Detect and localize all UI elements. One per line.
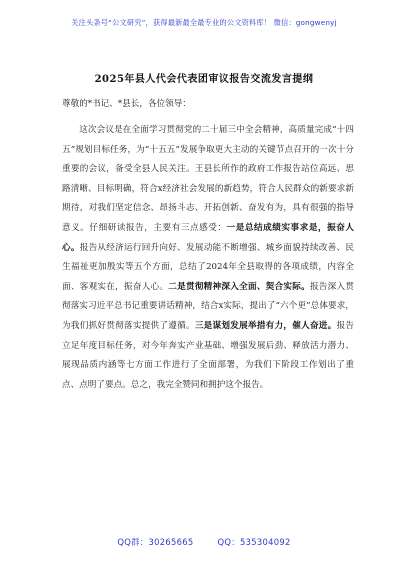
footer-contact bbox=[0, 536, 408, 548]
footer-qq-number: QQ：535304092 bbox=[217, 537, 291, 547]
body-paragraph bbox=[62, 121, 354, 395]
salutation: 尊敬的*书记、*县长，各位领导： bbox=[62, 99, 191, 109]
body-text-intro: 这次会议是在全面学习贯彻党的二十届三中全会精神，高质量完成“十四五”规划目标任务，为“十五五”发展争取更大主动的关键节点召开的一次十分重要的会议，备受全县人民关注。王县长所作的政府工作报告站位高远、思路清晰、目标明确，符合x经济社会发展的新趋势，符合人民群众的新要求新期待，对我们坚定信念、昂扬斗志、开拓创新、奋发有为，具有很强的指导意义。仔细研读报告，主要有三点感受： bbox=[62, 125, 354, 233]
body-text-conclusion: 报告立足年度目标任务，对今年奔实产业基础、增强发展后劲、释放活力潜力、展现品质内涵等七方面工作进行了全面部署，为我们下阶段工作划出了重点、点明了要点。总之，我完全赞同和拥护这个报告。 bbox=[62, 320, 354, 390]
footer-qq-group: QQ群：30265665 bbox=[117, 537, 194, 547]
body-text-implementation: 报告深入贯彻落实习近平总书记重要讲话精神，结合x实际，提出了“六个更”总体要求，为我们抓好贯彻落实提供了遵循。 bbox=[62, 281, 354, 331]
highlight-point-one: 一是总结成绩实事求是，振奋人心。 bbox=[62, 222, 354, 253]
highlight-point-two: 二是贯彻精神深入全面、契合实际。 bbox=[168, 281, 310, 292]
highlight-point-three: 三是谋划发展举措有力，催人奋进。 bbox=[194, 320, 337, 331]
header-promo-note: 关注头条号“公文研究”，获得最新最全最专业的公文资料库！ 微信：gongwenyj bbox=[71, 18, 337, 27]
body-text-achievements: 报告从经济运行回升向好、发展动能不断增强、城乡面貌持续改善、民生福祉更加殷实等五个方面，总结了2024年全县取得的各项成绩，内容全面、客观实在，振奋人心。 bbox=[62, 242, 354, 292]
document-title: 2025年县人代会代表团审议报告交流发言提纲 bbox=[94, 74, 314, 85]
